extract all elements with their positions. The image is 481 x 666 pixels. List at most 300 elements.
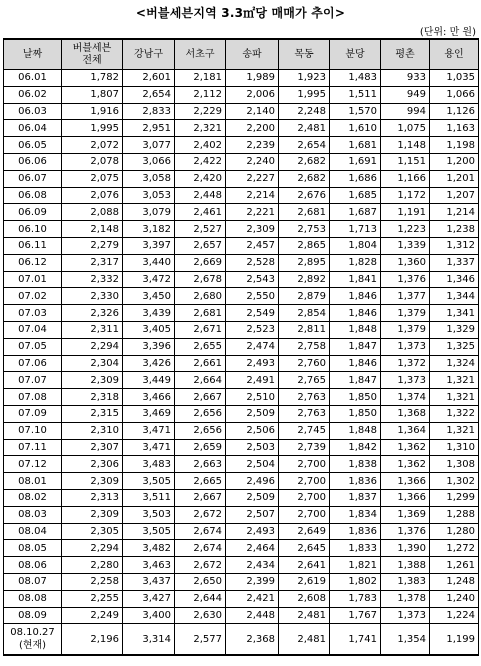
value-cell: 2,474 xyxy=(226,338,279,355)
value-cell: 2,305 xyxy=(62,523,123,540)
value-cell: 2,667 xyxy=(175,389,226,406)
value-cell: 2,309 xyxy=(62,372,123,389)
table-row xyxy=(4,305,479,322)
value-cell: 2,420 xyxy=(175,170,226,187)
value-cell: 2,140 xyxy=(226,103,279,120)
value-cell: 1,847 xyxy=(330,372,381,389)
table-row xyxy=(4,489,479,506)
value-cell: 1,687 xyxy=(330,204,381,221)
value-cell: 3,058 xyxy=(123,170,175,187)
value-cell: 2,654 xyxy=(123,86,175,103)
table-row xyxy=(4,422,479,439)
column-header: 용인 xyxy=(430,39,479,70)
value-cell: 3,505 xyxy=(123,523,175,540)
value-cell: 2,650 xyxy=(175,573,226,590)
value-cell: 949 xyxy=(381,86,430,103)
value-cell: 3,511 xyxy=(123,489,175,506)
value-cell: 1,850 xyxy=(330,389,381,406)
value-cell: 2,527 xyxy=(175,221,226,238)
value-cell: 2,672 xyxy=(175,557,226,574)
value-cell: 2,644 xyxy=(175,590,226,607)
value-cell: 2,315 xyxy=(62,405,123,422)
value-cell: 1,923 xyxy=(279,70,330,87)
value-cell: 2,078 xyxy=(62,153,123,170)
value-cell: 2,641 xyxy=(279,557,330,574)
column-header: 버블세븐 전체 xyxy=(62,39,123,70)
value-cell: 3,439 xyxy=(123,305,175,322)
value-cell: 2,745 xyxy=(279,422,330,439)
value-cell: 2,306 xyxy=(62,456,123,473)
table-row xyxy=(4,288,479,305)
value-cell: 1,366 xyxy=(381,489,430,506)
value-cell: 1,681 xyxy=(330,137,381,154)
value-cell: 2,330 xyxy=(62,288,123,305)
value-cell: 2,248 xyxy=(279,103,330,120)
value-cell: 2,676 xyxy=(279,187,330,204)
table-row xyxy=(4,221,479,238)
value-cell: 2,496 xyxy=(226,473,279,490)
value-cell: 1,373 xyxy=(381,338,430,355)
value-cell: 2,402 xyxy=(175,137,226,154)
value-cell: 2,763 xyxy=(279,405,330,422)
value-cell: 2,760 xyxy=(279,355,330,372)
header-row xyxy=(4,39,479,70)
value-cell: 2,700 xyxy=(279,473,330,490)
table-row xyxy=(4,70,479,87)
table-row xyxy=(4,456,479,473)
column-header: 강남구 xyxy=(123,39,175,70)
value-cell: 3,427 xyxy=(123,590,175,607)
value-cell: 3,066 xyxy=(123,153,175,170)
value-cell: 2,481 xyxy=(279,624,330,656)
value-cell: 2,879 xyxy=(279,288,330,305)
value-cell: 2,681 xyxy=(279,204,330,221)
value-cell: 3,314 xyxy=(123,624,175,656)
value-cell: 1,686 xyxy=(330,170,381,187)
value-cell: 2,895 xyxy=(279,254,330,271)
date-cell: 08.08 xyxy=(4,590,62,607)
value-cell: 2,671 xyxy=(175,321,226,338)
value-cell: 2,279 xyxy=(62,237,123,254)
value-cell: 3,400 xyxy=(123,607,175,624)
value-cell: 2,528 xyxy=(226,254,279,271)
value-cell: 1,989 xyxy=(226,70,279,87)
value-cell: 2,765 xyxy=(279,372,330,389)
value-cell: 1,850 xyxy=(330,405,381,422)
unit-note: (단위: 만 원) xyxy=(419,27,476,38)
value-cell: 2,649 xyxy=(279,523,330,540)
value-cell: 2,399 xyxy=(226,573,279,590)
value-cell: 2,112 xyxy=(175,86,226,103)
value-cell: 2,148 xyxy=(62,221,123,238)
value-cell: 2,509 xyxy=(226,489,279,506)
value-cell: 2,434 xyxy=(226,557,279,574)
value-cell: 1,388 xyxy=(381,557,430,574)
value-cell: 1,321 xyxy=(430,372,479,389)
date-cell: 08.09 xyxy=(4,607,62,624)
value-cell: 2,700 xyxy=(279,456,330,473)
value-cell: 2,681 xyxy=(175,305,226,322)
table-row xyxy=(4,271,479,288)
value-cell: 2,493 xyxy=(226,523,279,540)
value-cell: 2,700 xyxy=(279,489,330,506)
value-cell: 2,543 xyxy=(226,271,279,288)
value-cell: 1,322 xyxy=(430,405,479,422)
value-cell: 2,601 xyxy=(123,70,175,87)
value-cell: 1,321 xyxy=(430,422,479,439)
column-header: 송파 xyxy=(226,39,279,70)
table-row xyxy=(4,321,479,338)
value-cell: 2,608 xyxy=(279,590,330,607)
value-cell: 1,374 xyxy=(381,389,430,406)
value-cell: 1,378 xyxy=(381,590,430,607)
table-body xyxy=(4,70,479,656)
value-cell: 2,332 xyxy=(62,271,123,288)
value-cell: 2,674 xyxy=(175,523,226,540)
table-row xyxy=(4,187,479,204)
value-cell: 2,663 xyxy=(175,456,226,473)
value-cell: 2,865 xyxy=(279,237,330,254)
value-cell: 933 xyxy=(381,70,430,87)
value-cell: 2,313 xyxy=(62,489,123,506)
value-cell: 3,182 xyxy=(123,221,175,238)
value-cell: 3,405 xyxy=(123,321,175,338)
value-cell: 3,437 xyxy=(123,573,175,590)
value-cell: 2,672 xyxy=(175,506,226,523)
table-row xyxy=(4,120,479,137)
value-cell: 2,493 xyxy=(226,355,279,372)
table-row xyxy=(4,590,479,607)
value-cell: 1,354 xyxy=(381,624,430,656)
value-cell: 1,838 xyxy=(330,456,381,473)
value-cell: 1,223 xyxy=(381,221,430,238)
value-cell: 1,842 xyxy=(330,439,381,456)
column-header: 서초구 xyxy=(175,39,226,70)
value-cell: 2,763 xyxy=(279,389,330,406)
date-cell: 07.01 xyxy=(4,271,62,288)
date-cell: 07.09 xyxy=(4,405,62,422)
value-cell: 1,280 xyxy=(430,523,479,540)
value-cell: 1,713 xyxy=(330,221,381,238)
value-cell: 1,767 xyxy=(330,607,381,624)
value-cell: 2,464 xyxy=(226,540,279,557)
date-cell: 07.03 xyxy=(4,305,62,322)
value-cell: 1,383 xyxy=(381,573,430,590)
date-cell: 06.06 xyxy=(4,153,62,170)
value-cell: 1,200 xyxy=(430,153,479,170)
value-cell: 1,368 xyxy=(381,405,430,422)
table-row xyxy=(4,624,479,656)
date-cell: 06.10 xyxy=(4,221,62,238)
column-header: 평촌 xyxy=(381,39,430,70)
value-cell: 2,227 xyxy=(226,170,279,187)
value-cell: 1,691 xyxy=(330,153,381,170)
date-cell: 08.02 xyxy=(4,489,62,506)
value-cell: 1,312 xyxy=(430,237,479,254)
value-cell: 3,077 xyxy=(123,137,175,154)
value-cell: 2,833 xyxy=(123,103,175,120)
table-row xyxy=(4,389,479,406)
table-row xyxy=(4,439,479,456)
value-cell: 3,482 xyxy=(123,540,175,557)
value-cell: 2,448 xyxy=(175,187,226,204)
value-cell: 1,783 xyxy=(330,590,381,607)
value-cell: 2,654 xyxy=(279,137,330,154)
value-cell: 1,833 xyxy=(330,540,381,557)
date-cell: 07.04 xyxy=(4,321,62,338)
value-cell: 1,836 xyxy=(330,523,381,540)
value-cell: 2,669 xyxy=(175,254,226,271)
date-cell: 08.06 xyxy=(4,557,62,574)
value-cell: 2,006 xyxy=(226,86,279,103)
value-cell: 2,181 xyxy=(175,70,226,87)
price-trend-table xyxy=(3,38,479,656)
value-cell: 2,659 xyxy=(175,439,226,456)
value-cell: 2,221 xyxy=(226,204,279,221)
value-cell: 2,854 xyxy=(279,305,330,322)
value-cell: 1,191 xyxy=(381,204,430,221)
value-cell: 1,075 xyxy=(381,120,430,137)
value-cell: 1,848 xyxy=(330,422,381,439)
value-cell: 1,339 xyxy=(381,237,430,254)
value-cell: 2,321 xyxy=(175,120,226,137)
value-cell: 1,834 xyxy=(330,506,381,523)
value-cell: 1,341 xyxy=(430,305,479,322)
value-cell: 1,310 xyxy=(430,439,479,456)
date-cell: 07.06 xyxy=(4,355,62,372)
value-cell: 1,804 xyxy=(330,237,381,254)
value-cell: 2,076 xyxy=(62,187,123,204)
value-cell: 2,309 xyxy=(62,473,123,490)
value-cell: 994 xyxy=(381,103,430,120)
value-cell: 2,678 xyxy=(175,271,226,288)
value-cell: 2,549 xyxy=(226,305,279,322)
value-cell: 1,362 xyxy=(381,456,430,473)
value-cell: 3,463 xyxy=(123,557,175,574)
value-cell: 2,075 xyxy=(62,170,123,187)
value-cell: 2,326 xyxy=(62,305,123,322)
value-cell: 1,995 xyxy=(62,120,123,137)
value-cell: 1,126 xyxy=(430,103,479,120)
table-row xyxy=(4,573,479,590)
value-cell: 3,469 xyxy=(123,405,175,422)
date-cell: 06.12 xyxy=(4,254,62,271)
value-cell: 2,239 xyxy=(226,137,279,154)
date-cell: 06.11 xyxy=(4,237,62,254)
date-cell: 06.02 xyxy=(4,86,62,103)
value-cell: 1,846 xyxy=(330,305,381,322)
value-cell: 1,172 xyxy=(381,187,430,204)
column-header: 목동 xyxy=(279,39,330,70)
value-cell: 2,510 xyxy=(226,389,279,406)
value-cell: 3,450 xyxy=(123,288,175,305)
value-cell: 1,238 xyxy=(430,221,479,238)
value-cell: 1,240 xyxy=(430,590,479,607)
value-cell: 2,481 xyxy=(279,120,330,137)
value-cell: 1,782 xyxy=(62,70,123,87)
value-cell: 1,325 xyxy=(430,338,479,355)
value-cell: 1,364 xyxy=(381,422,430,439)
date-cell: 06.05 xyxy=(4,137,62,154)
value-cell: 2,072 xyxy=(62,137,123,154)
value-cell: 2,448 xyxy=(226,607,279,624)
date-cell: 08.10.27 (현재) xyxy=(4,624,62,656)
value-cell: 1,302 xyxy=(430,473,479,490)
value-cell: 1,214 xyxy=(430,204,479,221)
value-cell: 1,163 xyxy=(430,120,479,137)
value-cell: 1,372 xyxy=(381,355,430,372)
value-cell: 2,088 xyxy=(62,204,123,221)
date-cell: 06.07 xyxy=(4,170,62,187)
value-cell: 3,426 xyxy=(123,355,175,372)
value-cell: 1,837 xyxy=(330,489,381,506)
value-cell: 2,680 xyxy=(175,288,226,305)
value-cell: 1,511 xyxy=(330,86,381,103)
value-cell: 1,199 xyxy=(430,624,479,656)
column-header: 날짜 xyxy=(4,39,62,70)
table-row xyxy=(4,153,479,170)
value-cell: 2,667 xyxy=(175,489,226,506)
value-cell: 3,471 xyxy=(123,439,175,456)
value-cell: 2,481 xyxy=(279,607,330,624)
value-cell: 2,307 xyxy=(62,439,123,456)
value-cell: 1,846 xyxy=(330,355,381,372)
value-cell: 2,318 xyxy=(62,389,123,406)
value-cell: 2,249 xyxy=(62,607,123,624)
value-cell: 2,311 xyxy=(62,321,123,338)
value-cell: 2,509 xyxy=(226,405,279,422)
value-cell: 1,376 xyxy=(381,523,430,540)
value-cell: 3,079 xyxy=(123,204,175,221)
value-cell: 1,846 xyxy=(330,288,381,305)
value-cell: 2,196 xyxy=(62,624,123,656)
table-row xyxy=(4,137,479,154)
value-cell: 1,379 xyxy=(381,321,430,338)
value-cell: 1,366 xyxy=(381,473,430,490)
date-cell: 07.12 xyxy=(4,456,62,473)
date-cell: 08.07 xyxy=(4,573,62,590)
value-cell: 1,151 xyxy=(381,153,430,170)
value-cell: 2,753 xyxy=(279,221,330,238)
value-cell: 3,053 xyxy=(123,187,175,204)
value-cell: 2,503 xyxy=(226,439,279,456)
value-cell: 2,811 xyxy=(279,321,330,338)
table-row xyxy=(4,523,479,540)
value-cell: 2,550 xyxy=(226,288,279,305)
value-cell: 1,362 xyxy=(381,439,430,456)
value-cell: 1,373 xyxy=(381,372,430,389)
value-cell: 1,261 xyxy=(430,557,479,574)
value-cell: 1,821 xyxy=(330,557,381,574)
table-row xyxy=(4,473,479,490)
value-cell: 2,309 xyxy=(62,506,123,523)
value-cell: 2,294 xyxy=(62,540,123,557)
value-cell: 1,373 xyxy=(381,607,430,624)
date-cell: 08.04 xyxy=(4,523,62,540)
value-cell: 2,504 xyxy=(226,456,279,473)
value-cell: 1,995 xyxy=(279,86,330,103)
value-cell: 2,577 xyxy=(175,624,226,656)
value-cell: 1,841 xyxy=(330,271,381,288)
date-cell: 06.03 xyxy=(4,103,62,120)
value-cell: 2,255 xyxy=(62,590,123,607)
value-cell: 1,376 xyxy=(381,271,430,288)
value-cell: 1,610 xyxy=(330,120,381,137)
value-cell: 2,656 xyxy=(175,405,226,422)
value-cell: 1,166 xyxy=(381,170,430,187)
value-cell: 2,630 xyxy=(175,607,226,624)
value-cell: 3,396 xyxy=(123,338,175,355)
table-row xyxy=(4,338,479,355)
value-cell: 2,368 xyxy=(226,624,279,656)
value-cell: 2,661 xyxy=(175,355,226,372)
value-cell: 1,390 xyxy=(381,540,430,557)
value-cell: 3,503 xyxy=(123,506,175,523)
value-cell: 2,645 xyxy=(279,540,330,557)
value-cell: 2,461 xyxy=(175,204,226,221)
table-row xyxy=(4,237,479,254)
value-cell: 1,836 xyxy=(330,473,381,490)
date-cell: 07.02 xyxy=(4,288,62,305)
value-cell: 2,507 xyxy=(226,506,279,523)
value-cell: 1,272 xyxy=(430,540,479,557)
value-cell: 2,317 xyxy=(62,254,123,271)
date-cell: 06.04 xyxy=(4,120,62,137)
date-cell: 07.07 xyxy=(4,372,62,389)
table-row xyxy=(4,103,479,120)
value-cell: 1,802 xyxy=(330,573,381,590)
date-cell: 06.08 xyxy=(4,187,62,204)
value-cell: 1,321 xyxy=(430,389,479,406)
table-row xyxy=(4,557,479,574)
date-cell: 08.05 xyxy=(4,540,62,557)
value-cell: 2,422 xyxy=(175,153,226,170)
date-cell: 07.05 xyxy=(4,338,62,355)
value-cell: 1,224 xyxy=(430,607,479,624)
table-title: <버블세븐지역 3.3㎡당 매매가 추이> xyxy=(135,6,346,20)
value-cell: 2,214 xyxy=(226,187,279,204)
value-cell: 1,369 xyxy=(381,506,430,523)
table-row xyxy=(4,355,479,372)
value-cell: 2,309 xyxy=(226,221,279,238)
value-cell: 1,741 xyxy=(330,624,381,656)
value-cell: 1,377 xyxy=(381,288,430,305)
value-cell: 2,229 xyxy=(175,103,226,120)
value-cell: 1,198 xyxy=(430,137,479,154)
date-cell: 08.01 xyxy=(4,473,62,490)
value-cell: 2,682 xyxy=(279,170,330,187)
date-cell: 07.08 xyxy=(4,389,62,406)
value-cell: 1,346 xyxy=(430,271,479,288)
value-cell: 1,201 xyxy=(430,170,479,187)
date-cell: 07.11 xyxy=(4,439,62,456)
value-cell: 2,310 xyxy=(62,422,123,439)
value-cell: 1,248 xyxy=(430,573,479,590)
value-cell: 2,665 xyxy=(175,473,226,490)
value-cell: 2,523 xyxy=(226,321,279,338)
value-cell: 2,421 xyxy=(226,590,279,607)
table-row xyxy=(4,607,479,624)
table-row xyxy=(4,204,479,221)
date-cell: 07.10 xyxy=(4,422,62,439)
table-row xyxy=(4,506,479,523)
value-cell: 2,682 xyxy=(279,153,330,170)
value-cell: 1,828 xyxy=(330,254,381,271)
table-row xyxy=(4,405,479,422)
value-cell: 1,207 xyxy=(430,187,479,204)
value-cell: 1,685 xyxy=(330,187,381,204)
value-cell: 1,329 xyxy=(430,321,479,338)
